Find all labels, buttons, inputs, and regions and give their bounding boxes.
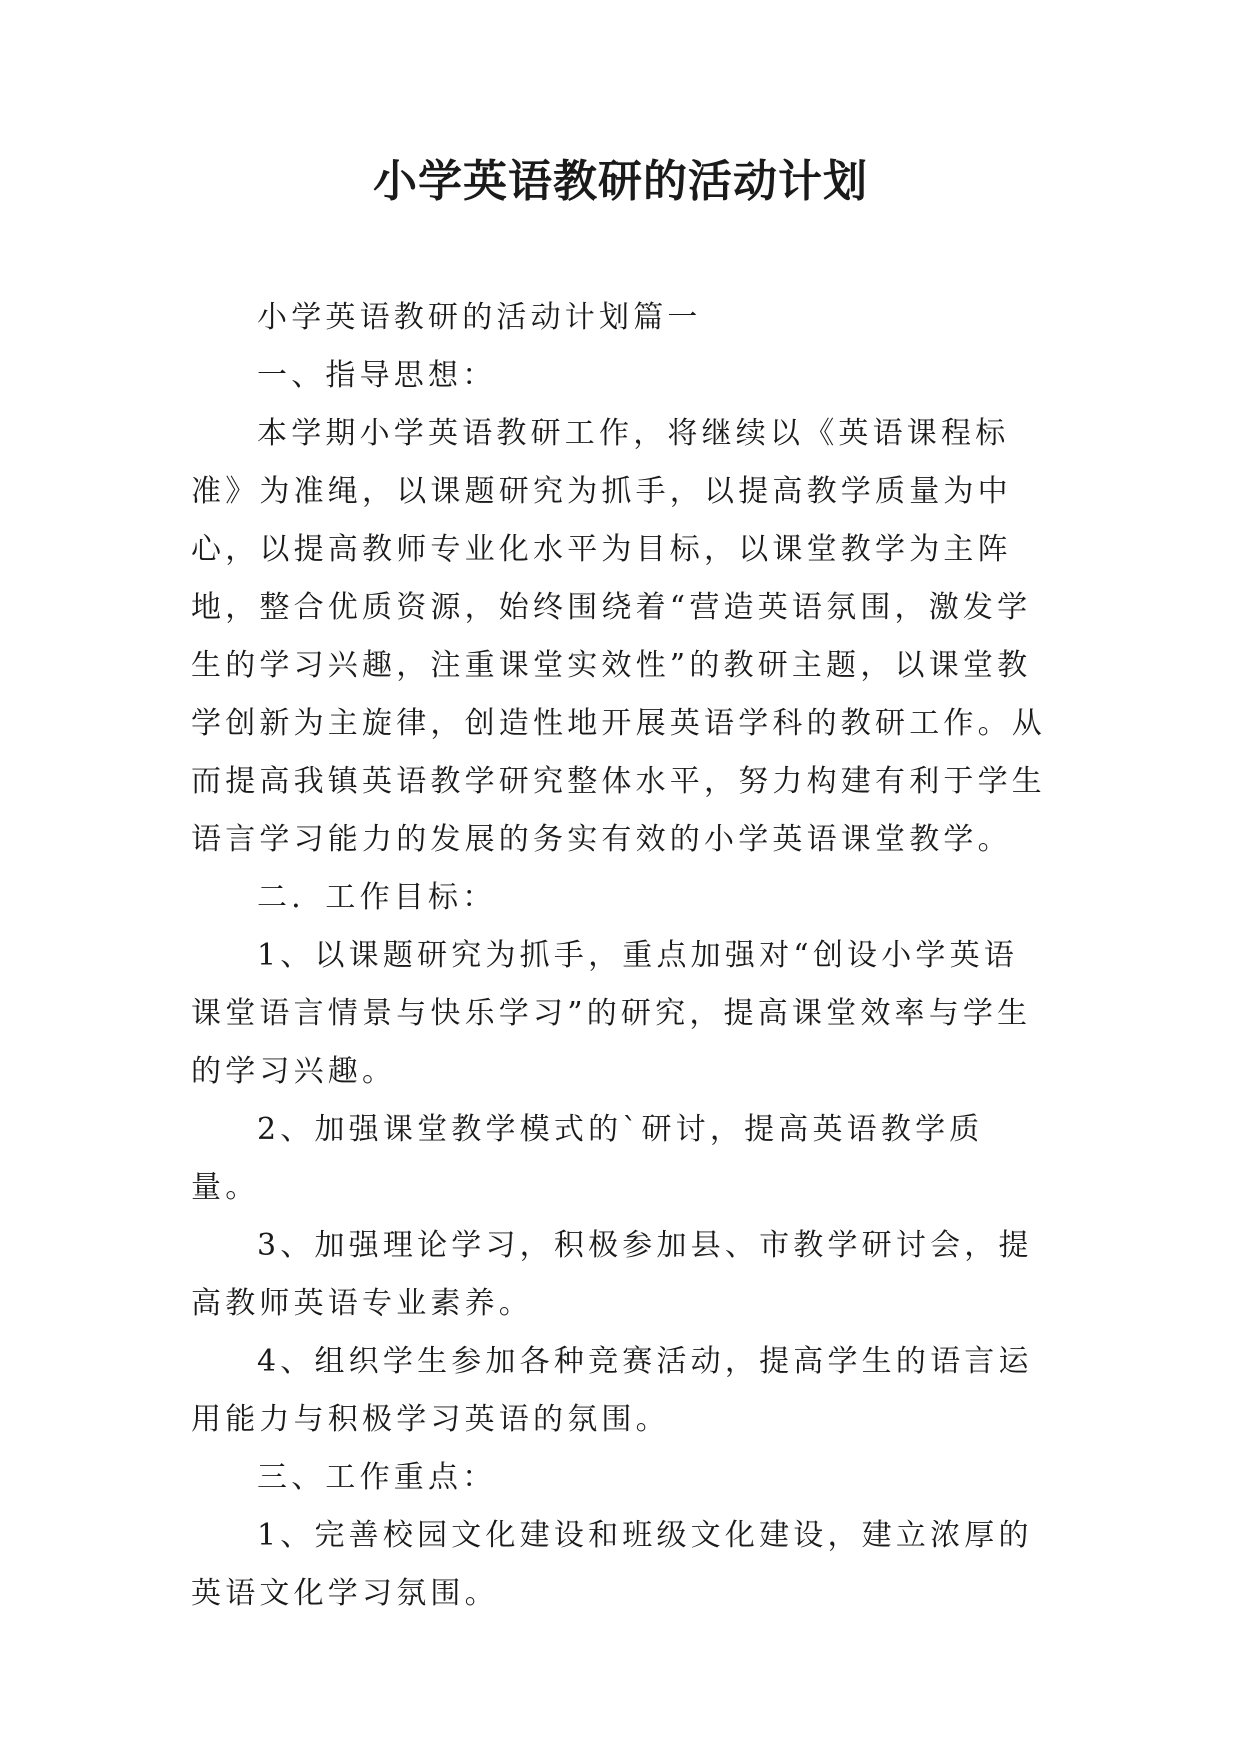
document-title: 小学英语教研的活动计划: [373, 156, 868, 207]
section-heading-work-goals: 二．工作目标：: [257, 880, 497, 915]
goal-item-2: 2、加强课堂教学模式的`研讨，提高英语教学质量。: [191, 1112, 984, 1205]
goal-item-4: 4、组织学生参加各种竞赛活动，提高学生的语言运用能力与积极学习英语的氛围。: [191, 1344, 1033, 1437]
goal-item-1: 1、以课题研究为抓手，重点加强对“创设小学英语课堂语言情景与快乐学习”的研究，提高课堂效率与学生的学习兴趣。: [191, 938, 1032, 1089]
section-heading-guiding-thought: 一、指导思想：: [257, 358, 497, 393]
focus-item-1: 1、完善校园文化建设和班级文化建设，建立浓厚的英语文化学习氛围。: [191, 1518, 1033, 1611]
document-body: [191, 289, 1051, 1623]
goal-item-3: 3、加强理论学习，积极参加县、市教学研讨会，提高教师英语专业素养。: [191, 1228, 1033, 1321]
paragraph-guiding-thought: 本学期小学英语教研工作，将继续以《英语课程标准》为准绳，以课题研究为抓手，以提高教学质量为中心，以提高教师专业化水平为目标，以课堂教学为主阵地，整合优质资源，始终围绕着“营造英语氛围，激发学生的学习兴趣，注重课堂实效性”的教研主题，以课堂教学创新为主旋律，创造性地开展英语学科的教研工作。从而提高我镇英语教学研究整体水平，努力构建有利于学生语言学习能力的发展的务实有效的小学英语课堂教学。: [191, 416, 1046, 857]
paragraph-subtitle: 小学英语教研的活动计划篇一: [257, 300, 702, 335]
section-heading-work-focus: 三、工作重点：: [257, 1460, 497, 1495]
